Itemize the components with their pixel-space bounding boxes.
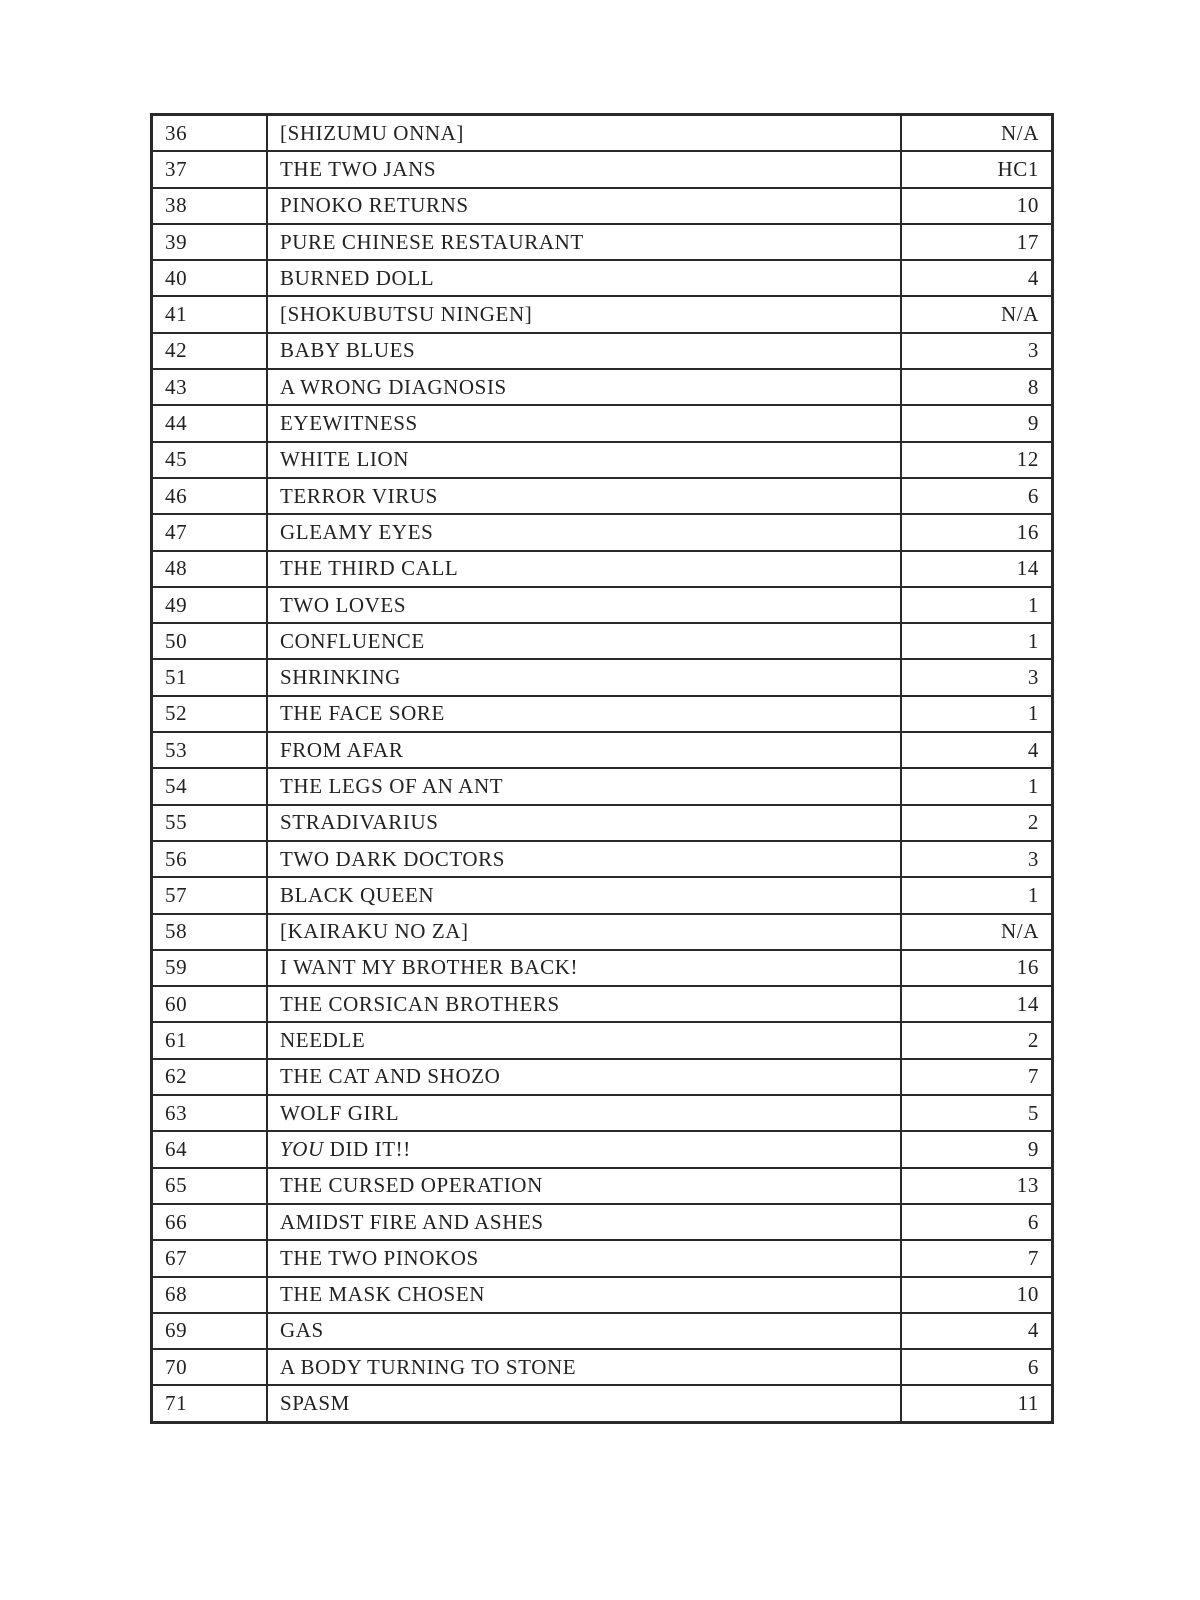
table-row — [152, 369, 1053, 405]
volume-reference: 6 — [901, 1204, 1053, 1240]
volume-reference: 1 — [901, 877, 1053, 913]
episode-title: STRADIVARIUS — [267, 805, 901, 841]
episode-title: THE CORSICAN BROTHERS — [267, 986, 901, 1022]
episode-title: WHITE LION — [267, 442, 901, 478]
table-row — [152, 551, 1053, 587]
volume-reference: 9 — [901, 405, 1053, 441]
episode-number: 66 — [152, 1204, 268, 1240]
episode-number: 68 — [152, 1277, 268, 1313]
episode-title: THE THIRD CALL — [267, 551, 901, 587]
episode-number: 38 — [152, 188, 268, 224]
volume-reference: 6 — [901, 1349, 1053, 1385]
episode-table — [150, 113, 1054, 1424]
table-row — [152, 1385, 1053, 1422]
table-row — [152, 442, 1053, 478]
volume-reference: 11 — [901, 1385, 1053, 1422]
episode-title: A BODY TURNING TO STONE — [267, 1349, 901, 1385]
episode-title: CONFLUENCE — [267, 623, 901, 659]
volume-reference: 1 — [901, 696, 1053, 732]
volume-reference: 7 — [901, 1059, 1053, 1095]
table-row — [152, 1131, 1053, 1167]
episode-title: EYEWITNESS — [267, 405, 901, 441]
table-row — [152, 1022, 1053, 1058]
episode-title: SHRINKING — [267, 659, 901, 695]
episode-title: PINOKO RETURNS — [267, 188, 901, 224]
episode-title: I WANT MY BROTHER BACK! — [267, 950, 901, 986]
table-row — [152, 732, 1053, 768]
volume-reference: 10 — [901, 1277, 1053, 1313]
episode-number: 55 — [152, 805, 268, 841]
volume-reference: 16 — [901, 514, 1053, 550]
table-row — [152, 587, 1053, 623]
episode-number: 65 — [152, 1168, 268, 1204]
episode-title: THE CURSED OPERATION — [267, 1168, 901, 1204]
episode-number: 60 — [152, 986, 268, 1022]
episode-number: 48 — [152, 551, 268, 587]
table-row — [152, 260, 1053, 296]
table-row — [152, 333, 1053, 369]
episode-title: A WRONG DIAGNOSIS — [267, 369, 901, 405]
episode-number: 36 — [152, 115, 268, 152]
volume-reference: N/A — [901, 296, 1053, 332]
episode-number: 44 — [152, 405, 268, 441]
episode-title: TWO LOVES — [267, 587, 901, 623]
table-row — [152, 914, 1053, 950]
episode-number: 49 — [152, 587, 268, 623]
volume-reference: 14 — [901, 986, 1053, 1022]
episode-title: WOLF GIRL — [267, 1095, 901, 1131]
table-row — [152, 1277, 1053, 1313]
volume-reference: HC1 — [901, 151, 1053, 187]
episode-number: 63 — [152, 1095, 268, 1131]
table-row — [152, 1313, 1053, 1349]
episode-title: FROM AFAR — [267, 732, 901, 768]
episode-title: BABY BLUES — [267, 333, 901, 369]
volume-reference: 3 — [901, 659, 1053, 695]
episode-title: TERROR VIRUS — [267, 478, 901, 514]
table-row — [152, 805, 1053, 841]
episode-title: BLACK QUEEN — [267, 877, 901, 913]
table-row — [152, 296, 1053, 332]
volume-reference: 3 — [901, 841, 1053, 877]
table-row — [152, 623, 1053, 659]
volume-reference: 14 — [901, 551, 1053, 587]
episode-number: 56 — [152, 841, 268, 877]
episode-title: TWO DARK DOCTORS — [267, 841, 901, 877]
episode-title: [SHIZUMU ONNA] — [267, 115, 901, 152]
volume-reference: 16 — [901, 950, 1053, 986]
table-row — [152, 224, 1053, 260]
episode-number: 41 — [152, 296, 268, 332]
table-row — [152, 696, 1053, 732]
episode-number: 51 — [152, 659, 268, 695]
table-row — [152, 1240, 1053, 1276]
episode-title: THE TWO JANS — [267, 151, 901, 187]
episode-number: 61 — [152, 1022, 268, 1058]
volume-reference: 4 — [901, 1313, 1053, 1349]
episode-number: 46 — [152, 478, 268, 514]
episode-title: [SHOKUBUTSU NINGEN] — [267, 296, 901, 332]
episode-title: BURNED DOLL — [267, 260, 901, 296]
episode-title: PURE CHINESE RESTAURANT — [267, 224, 901, 260]
episode-number: 58 — [152, 914, 268, 950]
episode-title: THE CAT AND SHOZO — [267, 1059, 901, 1095]
table-row — [152, 405, 1053, 441]
episode-number: 69 — [152, 1313, 268, 1349]
episode-title: THE FACE SORE — [267, 696, 901, 732]
table-row — [152, 1204, 1053, 1240]
volume-reference: 17 — [901, 224, 1053, 260]
table-row — [152, 1095, 1053, 1131]
table-row — [152, 841, 1053, 877]
episode-title: THE TWO PINOKOS — [267, 1240, 901, 1276]
table-row — [152, 514, 1053, 550]
episode-title: GLEAMY EYES — [267, 514, 901, 550]
volume-reference: N/A — [901, 115, 1053, 152]
volume-reference: 8 — [901, 369, 1053, 405]
episode-title-emphasis: YOU — [280, 1136, 324, 1161]
episode-number: 47 — [152, 514, 268, 550]
volume-reference: 2 — [901, 1022, 1053, 1058]
episode-title — [267, 1131, 901, 1167]
episode-number: 57 — [152, 877, 268, 913]
episode-title: SPASM — [267, 1385, 901, 1422]
episode-number: 59 — [152, 950, 268, 986]
volume-reference: 6 — [901, 478, 1053, 514]
table-row — [152, 151, 1053, 187]
table-row — [152, 986, 1053, 1022]
table-row — [152, 950, 1053, 986]
episode-title: NEEDLE — [267, 1022, 901, 1058]
volume-reference: 9 — [901, 1131, 1053, 1167]
episode-title: AMIDST FIRE AND ASHES — [267, 1204, 901, 1240]
volume-reference: 1 — [901, 768, 1053, 804]
episode-list-page — [150, 113, 1054, 1424]
episode-number: 54 — [152, 768, 268, 804]
table-row — [152, 188, 1053, 224]
volume-reference: 7 — [901, 1240, 1053, 1276]
episode-number: 67 — [152, 1240, 268, 1276]
table-row — [152, 877, 1053, 913]
volume-reference: 1 — [901, 623, 1053, 659]
episode-number: 62 — [152, 1059, 268, 1095]
volume-reference: 12 — [901, 442, 1053, 478]
volume-reference: 4 — [901, 260, 1053, 296]
volume-reference: 4 — [901, 732, 1053, 768]
volume-reference: 10 — [901, 188, 1053, 224]
episode-number: 37 — [152, 151, 268, 187]
episode-number: 64 — [152, 1131, 268, 1167]
episode-number: 70 — [152, 1349, 268, 1385]
episode-number: 43 — [152, 369, 268, 405]
volume-reference: 13 — [901, 1168, 1053, 1204]
table-row — [152, 1349, 1053, 1385]
episode-number: 52 — [152, 696, 268, 732]
episode-title: THE MASK CHOSEN — [267, 1277, 901, 1313]
episode-title: THE LEGS OF AN ANT — [267, 768, 901, 804]
episode-number: 40 — [152, 260, 268, 296]
table-row — [152, 115, 1053, 152]
volume-reference: 3 — [901, 333, 1053, 369]
table-row — [152, 1059, 1053, 1095]
episode-number: 45 — [152, 442, 268, 478]
volume-reference: 5 — [901, 1095, 1053, 1131]
episode-title-rest: DID IT!! — [323, 1136, 411, 1161]
table-row — [152, 768, 1053, 804]
episode-number: 71 — [152, 1385, 268, 1422]
table-row — [152, 659, 1053, 695]
table-row — [152, 1168, 1053, 1204]
episode-number: 50 — [152, 623, 268, 659]
episode-number: 53 — [152, 732, 268, 768]
episode-number: 39 — [152, 224, 268, 260]
volume-reference: N/A — [901, 914, 1053, 950]
episode-number: 42 — [152, 333, 268, 369]
episode-title: GAS — [267, 1313, 901, 1349]
volume-reference: 1 — [901, 587, 1053, 623]
volume-reference: 2 — [901, 805, 1053, 841]
table-row — [152, 478, 1053, 514]
episode-title: [KAIRAKU NO ZA] — [267, 914, 901, 950]
